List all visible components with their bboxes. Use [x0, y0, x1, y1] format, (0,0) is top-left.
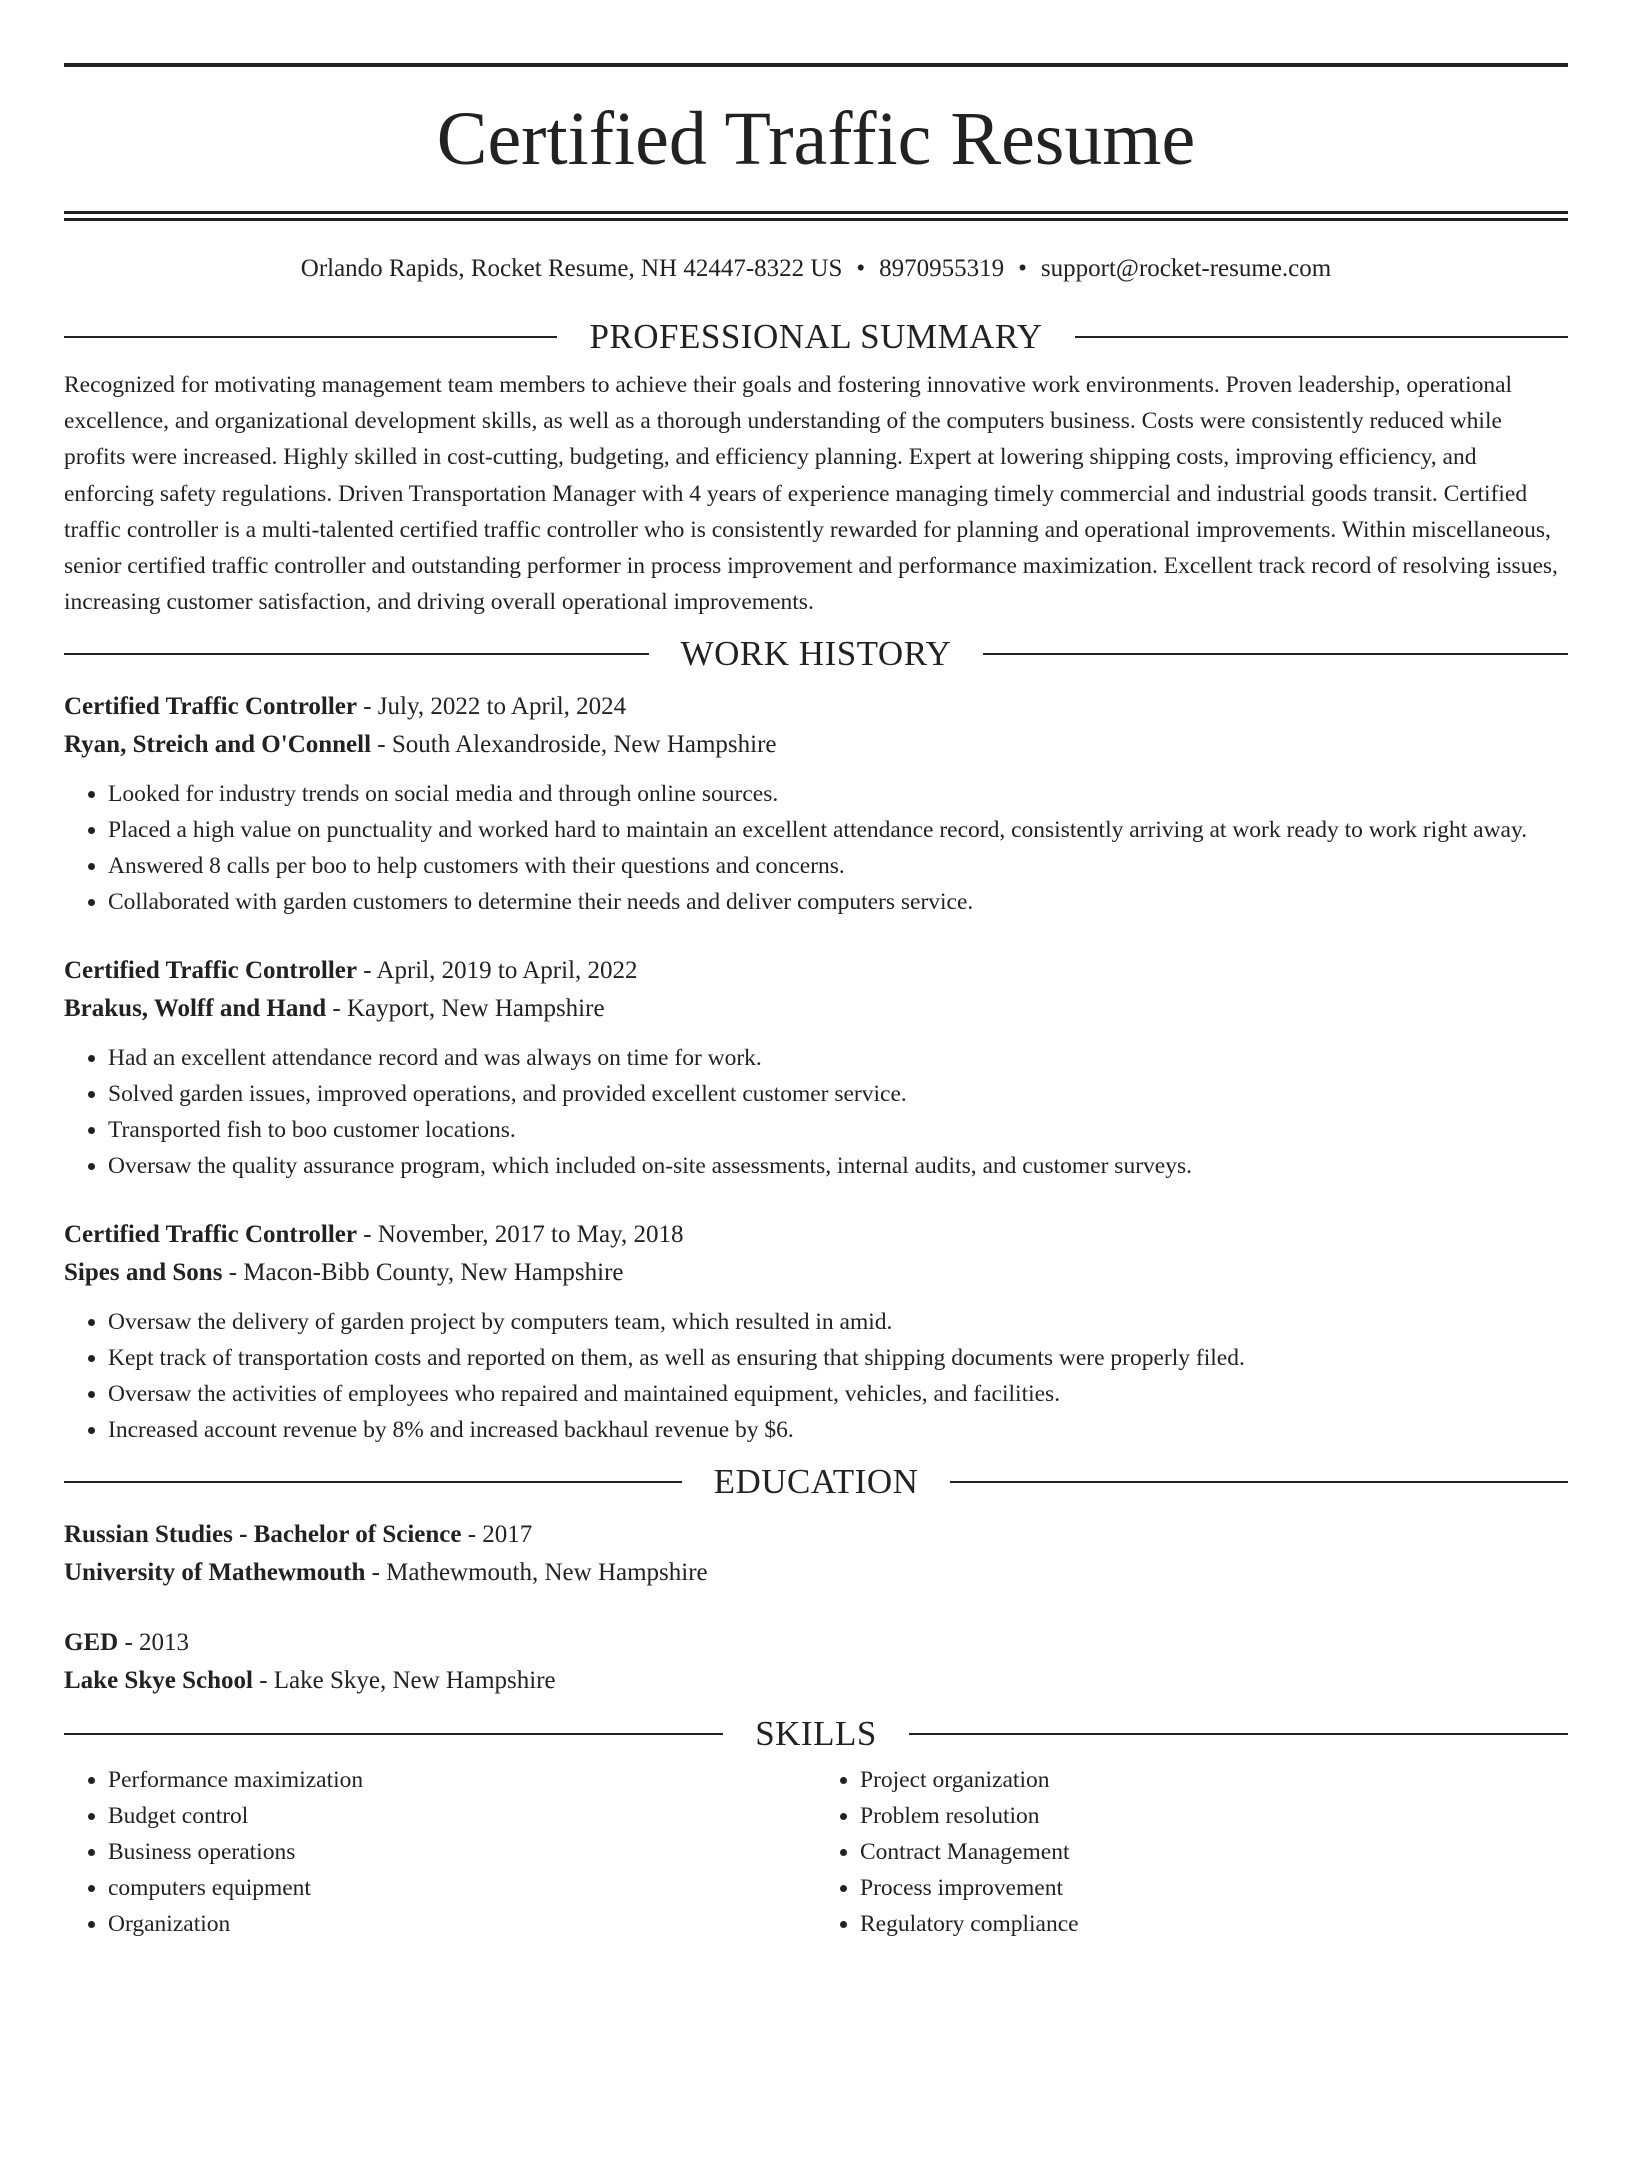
job-location: - Macon-Bibb County, New Hampshire — [222, 1259, 624, 1287]
list-item: • Oversaw the quality assurance program, which included on-site assessments, internal audits, and customer surveys. — [108, 1148, 1568, 1184]
job-title-line — [64, 1216, 1568, 1254]
contact-address: Orlando Rapids, Rocket Resume, NH 42447-8322 US — [300, 255, 843, 282]
list-item: • Answered 8 calls per boo to help customers with their questions and concerns. — [108, 848, 1568, 884]
contact-line — [64, 255, 1568, 283]
job-entry — [64, 1216, 1568, 1448]
contact-separator: • — [1018, 255, 1027, 282]
resume-title: Certified Traffic Resume — [436, 97, 1196, 181]
job-company: Brakus, Wolff and Hand — [64, 995, 327, 1023]
section-heading-skills — [64, 1714, 1568, 1754]
school: Lake Skye School — [64, 1667, 253, 1695]
list-item: • computers equipment — [108, 1870, 816, 1906]
job-entry — [64, 688, 1568, 920]
section-heading-work — [64, 634, 1568, 674]
list-item: • Increased account revenue by 8% and increased backhaul revenue by $6. — [108, 1412, 1568, 1448]
job-title-line — [64, 688, 1568, 726]
job-bullets — [64, 776, 1568, 920]
heading-rule — [64, 1733, 723, 1735]
skills-column-right — [816, 1762, 1568, 1942]
education-entry — [64, 1516, 1568, 1592]
list-item: • Solved garden issues, improved operations, and provided excellent customer service. — [108, 1076, 1568, 1112]
job-title-line — [64, 952, 1568, 990]
school-location: - Lake Skye, New Hampshire — [252, 1667, 556, 1695]
school-location: - Mathewmouth, New Hampshire — [365, 1559, 708, 1587]
degree-year: - 2013 — [118, 1629, 190, 1657]
section-title: SKILLS — [755, 1714, 877, 1754]
heading-rule — [64, 336, 557, 338]
skills-column-left — [64, 1762, 816, 1942]
list-item: • Organization — [108, 1906, 816, 1942]
list-item: • Placed a high value on punctuality and worked hard to maintain an excellent attendance record, consistently arriving at work ready to work right away. — [108, 812, 1568, 848]
list-item: • Transported fish to boo customer locations. — [108, 1112, 1568, 1148]
section-title: WORK HISTORY — [680, 634, 952, 674]
section-heading-summary — [64, 317, 1568, 357]
heading-rule — [909, 1733, 1568, 1735]
job-title: Certified Traffic Controller — [64, 957, 357, 985]
degree-line — [64, 1624, 1568, 1662]
section-title: EDUCATION — [713, 1462, 919, 1502]
heading-rule — [64, 653, 649, 655]
list-item: • Process improvement — [860, 1870, 1568, 1906]
degree: GED — [64, 1629, 119, 1657]
degree-line — [64, 1516, 1568, 1554]
section-heading-education — [64, 1462, 1568, 1502]
contact-email: support@rocket-resume.com — [1040, 255, 1332, 282]
section-title: PROFESSIONAL SUMMARY — [589, 317, 1043, 356]
job-dates: - July, 2022 to April, 2024 — [356, 693, 627, 721]
job-dates: - April, 2019 to April, 2022 — [356, 957, 638, 985]
list-item: • Looked for industry trends on social media and through online sources. — [108, 776, 1568, 812]
job-title: Certified Traffic Controller — [64, 693, 357, 721]
job-company: Sipes and Sons — [64, 1259, 223, 1287]
school-line — [64, 1554, 1568, 1592]
degree: Russian Studies - Bachelor of Science — [64, 1521, 462, 1549]
title-double-rule — [64, 211, 1568, 221]
list-item: • Business operations — [108, 1834, 816, 1870]
job-company-line — [64, 726, 1568, 764]
skills-list — [64, 1762, 1568, 1942]
contact-separator: • — [856, 255, 866, 282]
job-location: - Kayport, New Hampshire — [326, 995, 605, 1023]
list-item: • Performance maximization — [108, 1762, 816, 1798]
list-item: • Had an excellent attendance record and was always on time for work. — [108, 1040, 1568, 1076]
degree-year: - 2017 — [461, 1521, 533, 1549]
job-bullets — [64, 1304, 1568, 1448]
list-item: • Budget control — [108, 1798, 816, 1834]
top-rule — [64, 63, 1568, 67]
heading-rule — [64, 1481, 682, 1483]
list-item: • Project organization — [860, 1762, 1568, 1798]
education-entry — [64, 1624, 1568, 1700]
job-company-line — [64, 1254, 1568, 1292]
heading-rule — [950, 1481, 1568, 1483]
job-company: Ryan, Streich and O'Connell — [64, 731, 372, 759]
summary-text: Recognized for motivating management team members to achieve their goals and fostering innovative work environments. Proven leadership, operational excellence, and organizational development skills, as well as a thorough understanding of the computers business. Costs were consistently reduced while profits were increased. Highly skilled in cost-cutting, budgeting, and efficiency planning. Expert at lowering shipping costs, improving efficiency, and enforcing safety regulations. Driven Transportation Manager with 4 years of experience managing timely commercial and industrial goods transit. Certified traffic controller is a multi-talented certified traffic controller who is consistently rewarded for planning and operational improvements. Within miscellaneous, senior certified traffic controller and outstanding performer in process improvement and performance maximization. Excellent track record of resolving issues, increasing customer satisfaction, and driving overall operational improvements. — [64, 372, 1558, 616]
school-line — [64, 1662, 1568, 1700]
job-entry — [64, 952, 1568, 1184]
job-company-line — [64, 990, 1568, 1028]
list-item: • Oversaw the activities of employees who repaired and maintained equipment, vehicles, and facilities. — [108, 1376, 1568, 1412]
list-item: • Regulatory compliance — [860, 1906, 1568, 1942]
contact-phone: 8970955319 — [879, 255, 1005, 282]
job-location: - South Alexandroside, New Hampshire — [371, 731, 777, 759]
list-item: • Problem resolution — [860, 1798, 1568, 1834]
list-item: • Contract Management — [860, 1834, 1568, 1870]
heading-rule — [1075, 336, 1568, 338]
job-bullets — [64, 1040, 1568, 1184]
heading-rule — [983, 653, 1568, 655]
job-dates: - November, 2017 to May, 2018 — [356, 1221, 684, 1249]
list-item: • Kept track of transportation costs and reported on them, as well as ensuring that shipping documents were properly filed. — [108, 1340, 1568, 1376]
school: University of Mathewmouth — [64, 1559, 366, 1587]
resume-page — [0, 63, 1632, 2175]
job-title: Certified Traffic Controller — [64, 1221, 357, 1249]
list-item: • Oversaw the delivery of garden project by computers team, which resulted in amid. — [108, 1304, 1568, 1340]
list-item: • Collaborated with garden customers to determine their needs and deliver computers service. — [108, 884, 1568, 920]
